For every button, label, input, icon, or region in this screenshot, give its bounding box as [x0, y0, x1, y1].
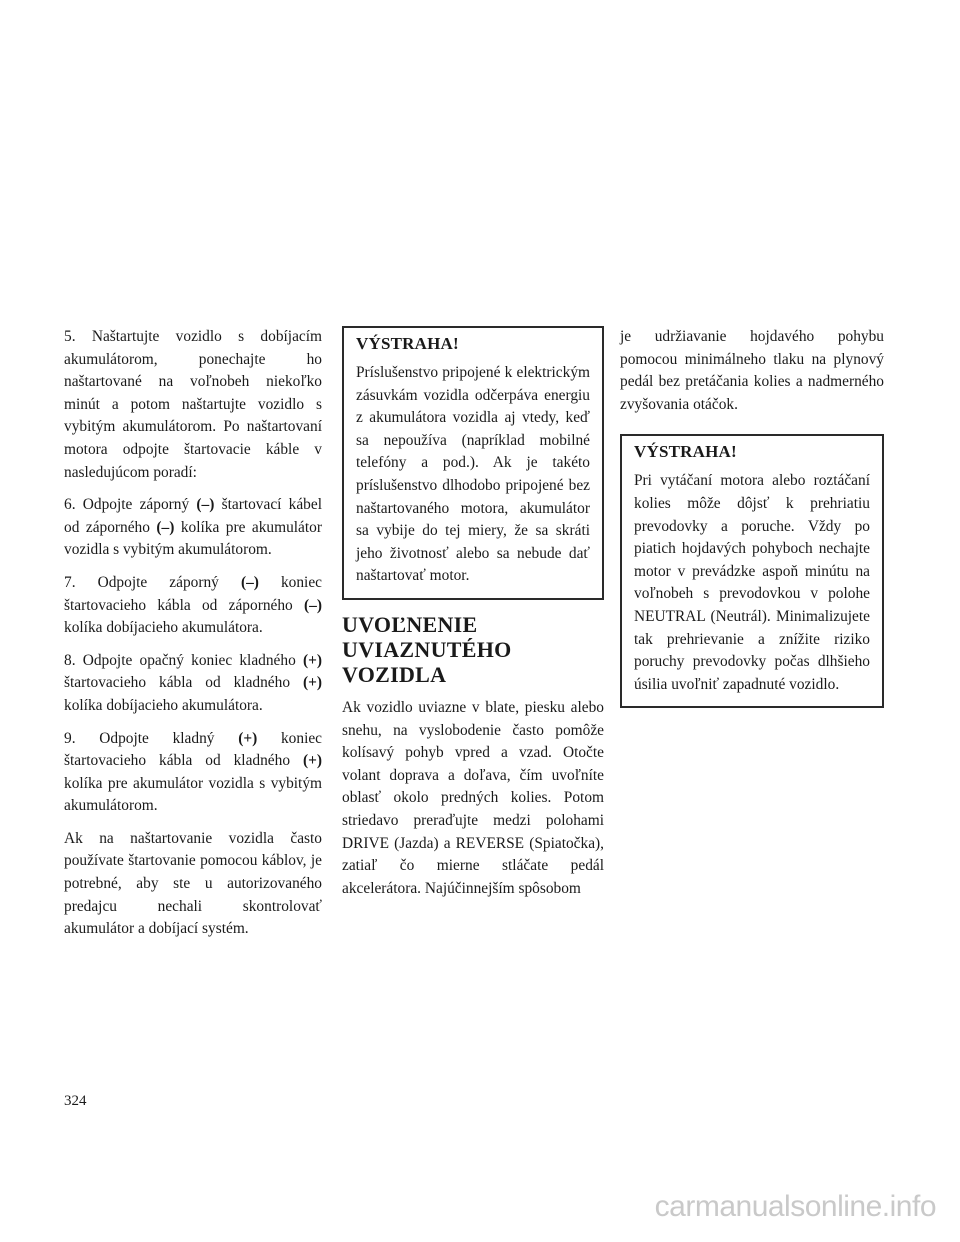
step-7-text-a: 7. Odpojte záporný: [64, 573, 241, 591]
warning-box-transmission: [620, 434, 884, 708]
step-6-polarity-2: (–): [156, 518, 175, 536]
step-9-polarity-1: (+): [238, 729, 258, 747]
step-9: [64, 728, 322, 818]
step-6-polarity-1: (–): [196, 496, 215, 514]
middle-column: [342, 326, 604, 910]
step-7-polarity-1: (–): [240, 573, 259, 591]
step-7-polarity-2: (–): [304, 596, 322, 614]
continued-paragraph: je udržiavanie hojdavého pohybu pomocou minimálneho tlaku na plynový pedál bez pretáčania kolies a nadmerného zvyšovania otáčok.: [620, 328, 884, 413]
step-9-text-a: 9. Odpojte kladný: [64, 729, 239, 747]
step-5: 5. Naštartujte vozidlo s dobíjacím akumulátorom, ponechajte ho naštartované na voľnobeh niekoľko minút a potom naštartujte vozidlo s vybitým akumulátorom. Po naštartovaní motora odpojte štartovacie káble v nasledujúcom poradí:: [64, 328, 322, 481]
step-8-polarity-1: (+): [302, 651, 322, 669]
step-7-text-c: koniec štartovacieho kábla od záporného: [64, 573, 322, 614]
step-9-polarity-2: (+): [302, 752, 322, 770]
step-7-text-d: kolíka dobíjacieho akumulátora.: [64, 619, 263, 637]
warning-text: Príslušenstvo pripojené k elektrickým zásuvkám vozidla odčerpáva energiu z akumulátora vozidla aj vtedy, keď sa nepoužíva (napríklad mobilné telefóny a pod.). Ak je takéto príslušenstvo dlhodobo pripojené bez naštartovaného motora, akumulátor sa vybije do tej miery, že sa skráti jeho životnosť alebo sa nebude dať naštartovať motor.: [356, 364, 590, 585]
left-column: [64, 326, 322, 951]
step-6-text-a: 6. Odpojte záporný: [64, 496, 197, 514]
warning-title: VÝSTRAHA!: [634, 442, 737, 462]
step-8-polarity-2: (+): [302, 674, 322, 692]
step-8-text-a: 8. Odpojte opačný koniec kladného: [64, 651, 303, 669]
section-paragraph: Ak vozidlo uviazne v blate, piesku alebo snehu, na vyslobodenie často pomôže kolísavý pohyb vpred a vzad. Otočte volant doprava a doľava, čím uvoľníte oblasť okolo predných kolies. Potom striedavo preraďujte medzi polohami DRIVE (Jazda) a REVERSE (Spiatočka), zatiaľ čo mierne stláčate pedál akcelerátora. Najúčinnejším spôsobom: [342, 698, 604, 897]
step-8-text-d: kolíka dobíjacieho akumulátora.: [64, 696, 263, 714]
step-6-text-c: štartovací kábel od záporného: [64, 496, 322, 536]
service-note: Ak na naštartovanie vozidla často používate štartovanie pomocou káblov, je potrebné, aby ste u autorizovaného predajcu nechali skontrolovať akumulátor a dobíjací systém.: [64, 829, 322, 938]
step-8-text-c: štartovacieho kábla od kladného: [64, 674, 303, 692]
step-6: [64, 494, 322, 562]
step-9-text-c: koniec štartovacieho kábla od kladného: [64, 729, 323, 770]
step-8: [64, 650, 322, 718]
warning-box-accessories: [342, 326, 604, 600]
warning-text: Pri vytáčaní motora alebo roztáčaní kolies môže dôjsť k prehriatiu prevodovky a poruche. Vždy po piatich hojdavých pohyboch nechajte motor v prevádzke aspoň minútu na voľnobeh s prevodovkou v polohe NEUTRAL (Neutrál). Minimalizujete tak prehrievanie a znížite riziko poruchy prevodovky počas dlhšieho úsilia uvoľniť zapadnuté vozidlo.: [634, 472, 870, 693]
watermark: carmanualsonline.info: [654, 1190, 936, 1223]
section-heading: UVOĽNENIE UVIAZNUTÉHO VOZIDLA: [342, 611, 512, 687]
page-number: 324: [64, 1093, 87, 1109]
step-6-text-d: kolíka pre akumulátor vozidla s vybitým akumulátorom.: [64, 518, 322, 559]
warning-title: VÝSTRAHA!: [356, 334, 459, 353]
right-column: [620, 326, 884, 708]
step-9-text-d: kolíka pre akumulátor vozidla s vybitým akumulátorom.: [64, 774, 322, 815]
step-7: [64, 572, 322, 640]
